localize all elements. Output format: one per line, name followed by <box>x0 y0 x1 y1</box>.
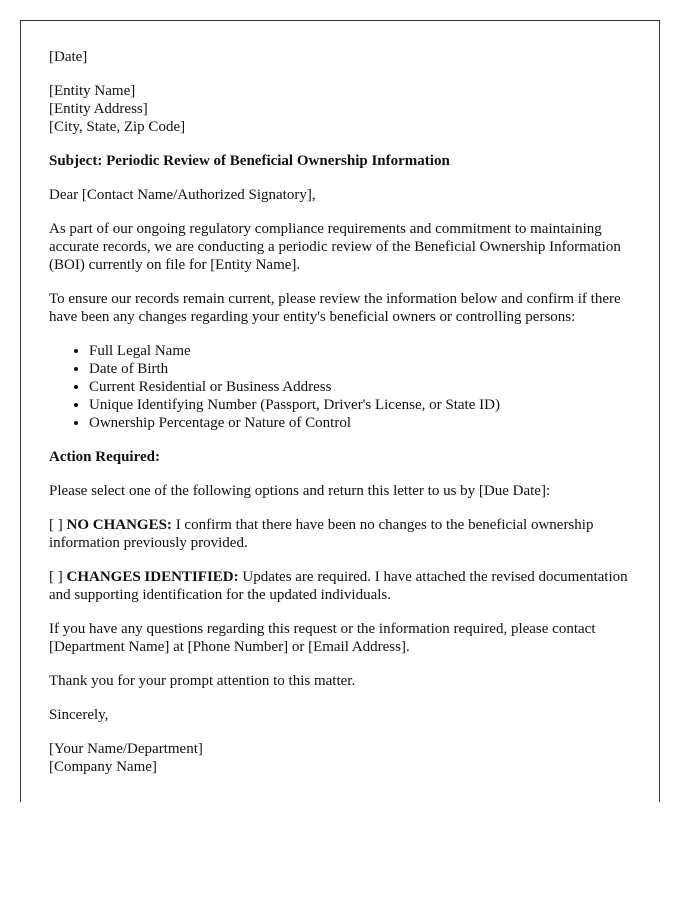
letter-page <box>20 20 660 802</box>
list-item: • Full Legal Name <box>89 342 639 360</box>
no-changes-text: I confirm that there have been no changes to the beneficial ownership information previously provided. <box>49 517 594 551</box>
required-info-list <box>49 342 639 432</box>
list-item: • Current Residential or Business Address <box>89 378 639 396</box>
list-item: • Unique Identifying Number (Passport, Driver's License, or State ID) <box>89 396 639 414</box>
intro-paragraph: As part of our ongoing regulatory compliance requirements and commitment to maintaining accurate records, we are conducting a periodic review of the Beneficial Ownership Information (BOI) currently on file for [Entity Name]. <box>49 221 621 273</box>
signature-block <box>49 740 639 776</box>
entity-address: [Entity Address] <box>49 101 148 117</box>
no-changes-checkbox[interactable]: [ ] <box>49 517 63 533</box>
option-no-changes <box>49 516 639 552</box>
action-heading: Action Required: <box>49 449 160 465</box>
signature-company: [Company Name] <box>49 759 157 775</box>
option-changes-identified <box>49 568 639 604</box>
action-instruction: Please select one of the following options and return this letter to us by [Due Date]: <box>49 483 551 499</box>
no-changes-label: NO CHANGES: <box>66 517 172 533</box>
list-item: • Date of Birth <box>89 360 639 378</box>
changes-identified-label: CHANGES IDENTIFIED: <box>66 569 239 585</box>
list-item: • Ownership Percentage or Nature of Control <box>89 414 639 432</box>
closing: Sincerely, <box>49 707 109 723</box>
contact-paragraph: If you have any questions regarding this request or the information required, please contact [Department Name] at [Phone Number] or [Email Address]. <box>49 621 596 655</box>
letter-content <box>49 48 639 776</box>
subject-line: Subject: Periodic Review of Beneficial Ownership Information <box>49 153 450 169</box>
city-state-zip: [City, State, Zip Code] <box>49 119 186 135</box>
changes-identified-text: Updates are required. I have attached the revised documentation and supporting identification for the updated individuals. <box>49 569 628 603</box>
letter-date: [Date] <box>49 49 88 65</box>
changes-identified-checkbox[interactable]: [ ] <box>49 569 63 585</box>
salutation: Dear [Contact Name/Authorized Signatory], <box>49 187 316 203</box>
signature-name: [Your Name/Department] <box>49 741 203 757</box>
thanks-paragraph: Thank you for your prompt attention to this matter. <box>49 673 356 689</box>
review-paragraph: To ensure our records remain current, please review the information below and confirm if there have been any changes regarding your entity's beneficial owners or controlling persons: <box>49 291 621 325</box>
recipient-address <box>49 82 639 136</box>
entity-name: [Entity Name] <box>49 83 136 99</box>
